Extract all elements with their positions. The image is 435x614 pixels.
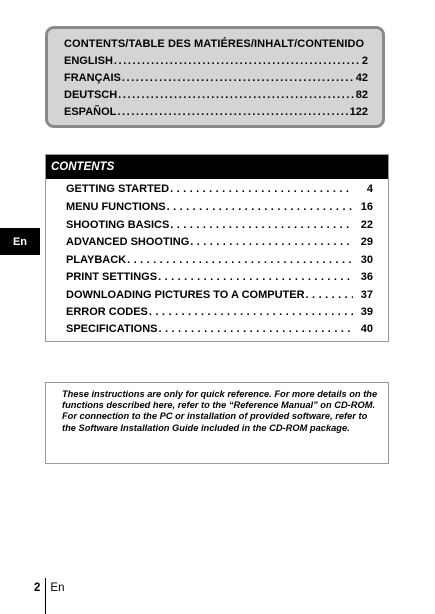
language-label: ESPAÑOL [64,106,117,118]
toc-page: 22 [360,219,373,231]
language-page: 42 [355,72,368,84]
toc-entry-downloading-pictures[interactable] [66,289,373,303]
toc-page: 37 [360,289,373,301]
language-side-tab: En [0,228,40,255]
language-label: FRANÇAIS [64,72,121,84]
leader-dots [167,201,353,213]
toc-page: 40 [360,323,373,335]
toc-label: GETTING STARTED [66,183,170,195]
toc-entry-shooting-basics[interactable] [66,219,373,233]
leader-dots [170,219,353,231]
toc-label: ERROR CODES [66,306,148,318]
page-footer [34,578,64,598]
toc-label: SHOOTING BASICS [66,219,170,231]
page-number: 2 [34,582,41,594]
toc-entry-menu-functions[interactable] [66,201,373,215]
toc-entry-print-settings[interactable] [66,271,373,285]
language-index-title: CONTENTS/TABLE DES MATIÉRES/INHALT/CONTENIDO [64,38,365,50]
language-page: 2 [361,55,368,67]
contents-header: CONTENTS [46,155,388,179]
leader-dots [158,323,353,335]
toc-label: MENU FUNCTIONS [66,201,166,213]
note-software-installation: For connection to the PC or installation of provided software, refer to the Software Installation Guide included in the CD-ROM package. [62,411,368,433]
note-reference-manual: These instructions are only for quick reference. For more details on the functions described here, refer to the “Reference Manual” on CD-ROM. [62,389,378,411]
language-page: 82 [355,89,368,101]
language-entry-english[interactable] [64,55,368,69]
language-index-box [45,26,385,128]
language-page: 122 [349,106,368,118]
toc-label: PRINT SETTINGS [66,271,158,283]
toc-page: 4 [366,183,373,195]
leader-dots [158,271,353,283]
language-entry-espanol[interactable] [64,106,368,120]
toc-entry-getting-started[interactable] [66,183,373,197]
footer-divider [45,578,46,614]
leader-dots [127,254,353,266]
language-label: ENGLISH [64,55,113,67]
language-entry-deutsch[interactable] [64,89,368,103]
leader-dots [306,289,353,301]
leader-dots [117,106,348,118]
toc-label: ADVANCED SHOOTING [66,236,190,248]
leader-dots [118,89,355,101]
toc-page: 30 [360,254,373,266]
toc-entry-specifications[interactable] [66,323,373,337]
toc-page: 36 [360,271,373,283]
leader-dots [122,72,355,84]
toc-page: 29 [360,236,373,248]
leader-dots [170,183,353,195]
leader-dots [190,236,353,248]
toc-entry-error-codes[interactable] [66,306,373,320]
toc-page: 16 [360,201,373,213]
toc-entry-playback[interactable] [66,254,373,268]
contents-box [45,154,389,342]
toc-label: PLAYBACK [66,254,127,266]
footer-language: En [50,582,65,594]
quick-reference-note [45,382,389,464]
toc-entry-advanced-shooting[interactable] [66,236,373,250]
leader-dots [114,55,361,67]
toc-label: DOWNLOADING PICTURES TO A COMPUTER [66,289,305,301]
toc-label: SPECIFICATIONS [66,323,158,335]
language-label: DEUTSCH [64,89,118,101]
language-entry-francais[interactable] [64,72,368,86]
leader-dots [149,306,353,318]
toc-page: 39 [360,306,373,318]
